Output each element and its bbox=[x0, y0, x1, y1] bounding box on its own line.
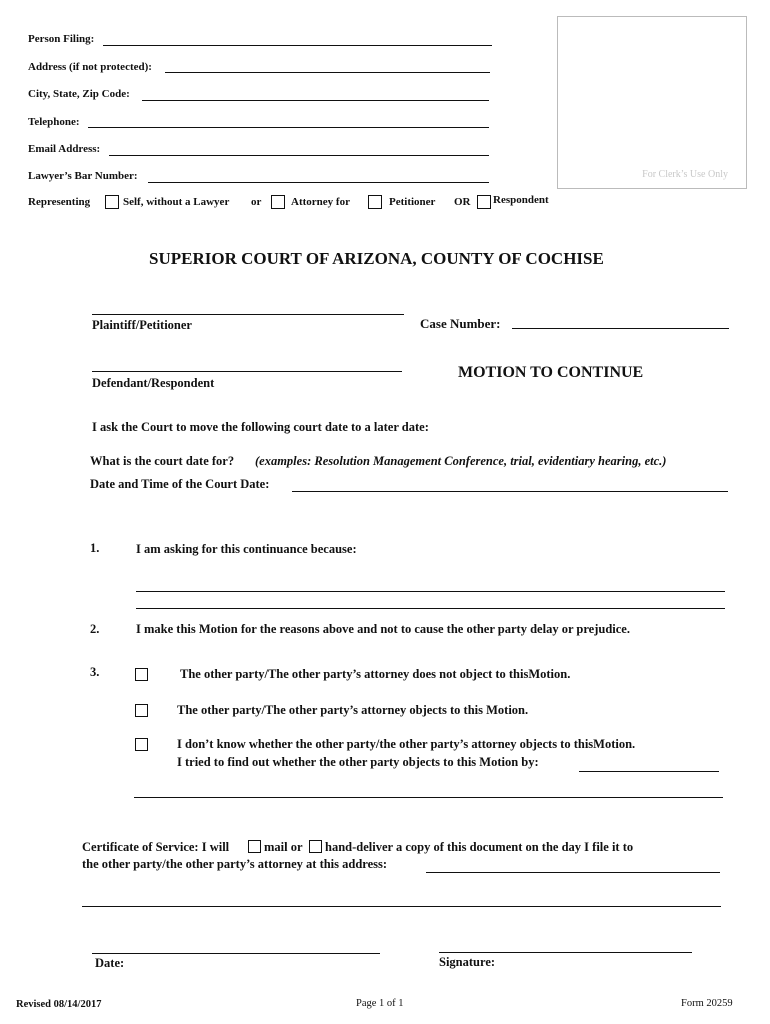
signature-field[interactable] bbox=[439, 952, 692, 953]
item2-number: 2. bbox=[90, 622, 100, 636]
certificate-address-field[interactable] bbox=[426, 872, 720, 873]
page-number: Page 1 of 1 bbox=[356, 998, 404, 1009]
respondent-option-label: Respondent bbox=[493, 194, 549, 206]
motion-title: MOTION TO CONTINUE bbox=[458, 364, 644, 381]
reason-line-1[interactable] bbox=[136, 591, 725, 592]
item1-number: 1. bbox=[90, 541, 100, 555]
certificate-mail-text: mail or bbox=[264, 840, 303, 854]
item1-text: I am asking for this continuance because: bbox=[136, 542, 357, 556]
objects-checkbox[interactable] bbox=[135, 704, 148, 717]
case-number-field[interactable] bbox=[512, 328, 729, 329]
or-text: or bbox=[251, 196, 262, 208]
date-label: Date: bbox=[95, 956, 125, 970]
case-number-label: Case Number: bbox=[420, 316, 501, 331]
address-field[interactable] bbox=[165, 72, 490, 73]
item2-text: I make this Motion for the reasons above and not to cause the other party delay or prejudice. bbox=[136, 622, 630, 636]
bar-number-label: Lawyer’s Bar Number: bbox=[28, 170, 138, 182]
mail-checkbox[interactable] bbox=[248, 840, 261, 853]
plaintiff-label: Plaintiff/Petitioner bbox=[92, 318, 192, 332]
court-date-examples: (examples: Resolution Management Conference, trial, evidentiary hearing, etc.) bbox=[255, 454, 667, 468]
petitioner-option-label: Petitioner bbox=[389, 196, 436, 208]
attorney-option-label: Attorney for bbox=[291, 196, 350, 208]
no-objection-checkbox[interactable] bbox=[135, 668, 148, 681]
representing-label: Representing bbox=[28, 196, 91, 208]
date-field[interactable] bbox=[92, 953, 380, 954]
unknown-text: I don’t know whether the other party/the other party’s attorney objects to thisMotion. bbox=[177, 737, 636, 751]
reason-line-2[interactable] bbox=[136, 608, 725, 609]
signature-label: Signature: bbox=[439, 955, 496, 969]
unknown-checkbox[interactable] bbox=[135, 738, 148, 751]
certificate-hand-deliver-text: hand-deliver a copy of this document on the day I file it to bbox=[325, 840, 634, 854]
or-upper-text: OR bbox=[454, 196, 471, 208]
email-label: Email Address: bbox=[28, 143, 101, 155]
hand-deliver-checkbox[interactable] bbox=[309, 840, 322, 853]
person-filing-field[interactable] bbox=[103, 45, 492, 46]
court-title: SUPERIOR COURT OF ARIZONA, COUNTY OF COCHISE bbox=[149, 249, 604, 268]
clerk-use-box bbox=[557, 16, 747, 189]
plaintiff-field[interactable] bbox=[92, 314, 404, 315]
objects-text: The other party/The other party’s attorney objects to this Motion. bbox=[177, 703, 529, 717]
person-filing-label: Person Filing: bbox=[28, 33, 95, 45]
certificate-address-label: the other party/the other party’s attorney at this address: bbox=[82, 857, 388, 871]
tried-text: I tried to find out whether the other party objects to this Motion by: bbox=[177, 755, 539, 769]
date-time-field[interactable] bbox=[292, 491, 728, 492]
attorney-checkbox[interactable] bbox=[271, 195, 285, 209]
court-date-for-label: What is the court date for? bbox=[90, 454, 235, 468]
form-number: Form 20259 bbox=[681, 998, 733, 1009]
city-state-zip-field[interactable] bbox=[142, 100, 489, 101]
no-objection-text: The other party/The other party’s attorney does not object to thisMotion. bbox=[180, 667, 571, 681]
intro-text: I ask the Court to move the following court date to a later date: bbox=[92, 420, 429, 434]
telephone-field[interactable] bbox=[88, 127, 489, 128]
bar-number-field[interactable] bbox=[148, 182, 489, 183]
self-checkbox[interactable] bbox=[105, 195, 119, 209]
email-field[interactable] bbox=[109, 155, 489, 156]
defendant-field[interactable] bbox=[92, 371, 402, 372]
item3-number: 3. bbox=[90, 665, 100, 679]
certificate-text-1: Certificate of Service: I will bbox=[82, 840, 230, 854]
defendant-label: Defendant/Respondent bbox=[92, 376, 215, 390]
address-label: Address (if not protected): bbox=[28, 61, 152, 73]
petitioner-checkbox[interactable] bbox=[368, 195, 382, 209]
respondent-checkbox[interactable] bbox=[477, 195, 491, 209]
revised-date: Revised 08/14/2017 bbox=[16, 999, 102, 1010]
date-time-label: Date and Time of the Court Date: bbox=[90, 477, 270, 491]
telephone-label: Telephone: bbox=[28, 116, 80, 128]
clerk-use-label: For Clerk’s Use Only bbox=[642, 169, 728, 180]
city-state-zip-label: City, State, Zip Code: bbox=[28, 88, 130, 100]
self-option-label: Self, without a Lawyer bbox=[123, 196, 230, 208]
certificate-address-line-2[interactable] bbox=[82, 906, 721, 907]
tried-field[interactable] bbox=[579, 771, 719, 772]
tried-line-2[interactable] bbox=[134, 797, 723, 798]
